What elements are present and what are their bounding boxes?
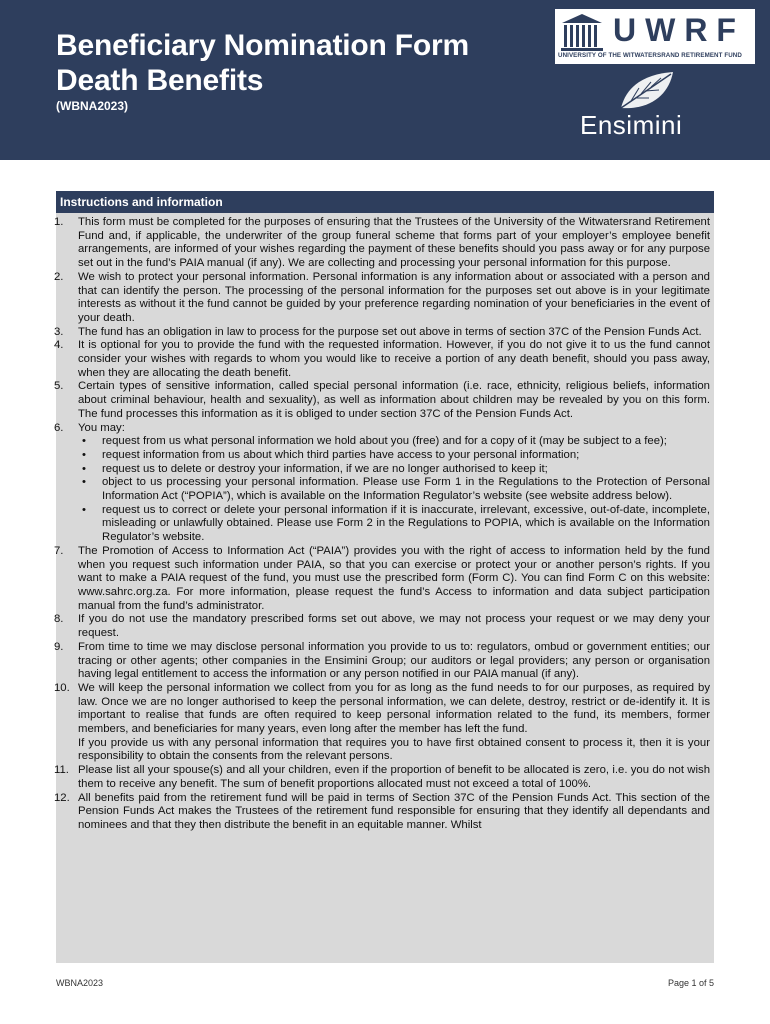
item-text: Please list all your spouse(s) and all your children, even if the proportion of benefit to be allocated is zero, i.e. you do not wish them to receive any benefit. The sum of benefit proportions allocated must not exceed a total of 100%. — [78, 764, 710, 790]
list-item — [54, 216, 710, 271]
item-text: The Promotion of Access to Information Act (“PAIA”) provides you with the right of access to information held by the fund when you request such information under PAIA, so that you can exercise or protect your or another person’s rights. If you want to make a PAIA request of the fund, you must use the prescribed form (Form C). You can find Form C on this website: www.sahrc.org.za. For more information, please request the fund’s Access to information and data subject participation manual from the fund’s administrator. — [78, 544, 710, 612]
item-number: 8. — [54, 613, 64, 626]
title-line-2: Death Benefits — [56, 64, 264, 97]
bullet-text: object to us processing your personal information. Please use Form 1 in the Regulations to the Protection of Personal Information Act (“POPIA”), which is available on the Information Regulator’s website (see website address below). — [102, 476, 710, 503]
bullet-item — [78, 435, 710, 449]
bullet-text: request us to correct or delete your personal information if it is inaccurate, irrelevant, excessive, out-of-date, incomplete, misleading or unlawfully obtained. Please use Form 2 in the Regulations to POPIA, which is available on the Information Regulator’s website. — [102, 503, 710, 544]
instructions-list — [54, 216, 710, 833]
item-text: If you do not use the mandatory prescribed forms set out above, we may not process your request or we may deny your request. — [78, 613, 710, 640]
item-text: Certain types of sensitive information, called special personal information (i.e. race, ethnicity, religious beliefs, information about criminal behaviour, health and sexuality), as well as information about children may be revealed by you on this form. The fund processes this information as it is obliged to under section 37C of the Pension Funds Act. — [78, 380, 710, 420]
footer-form-code: WBNA2023 — [56, 978, 104, 988]
bullet-item — [78, 504, 710, 545]
list-item — [54, 421, 710, 545]
list-item — [54, 270, 710, 326]
list-item — [54, 325, 710, 340]
page-title — [56, 28, 469, 98]
item-text: You may: — [78, 421, 125, 434]
bullet-icon: • — [82, 476, 86, 489]
bullet-icon: • — [82, 435, 86, 448]
bullet-item — [78, 449, 710, 463]
page-number: Page 1 of 5 — [667, 978, 714, 988]
item-number: 11. — [54, 764, 69, 777]
bullet-icon: • — [82, 462, 86, 475]
section-heading: Instructions and information — [56, 191, 714, 213]
item-number: 5. — [54, 380, 64, 393]
list-item — [54, 339, 710, 380]
title-line-1: Beneficiary Nomination Form — [56, 29, 470, 62]
item-text: We will keep the personal information we collect from you for as long as the fund needs to for our purposes, as required by law. Once we are no longer authorised to keep the personal information, we can delete, destroy, restrict or de-identify it. It is important to realise that funds are often required to keep personal information related to the fund, its members, former members, and beneficiaries for many years, even long after the member has left the fund. — [78, 681, 710, 736]
list-item — [54, 791, 710, 833]
list-item — [54, 681, 710, 764]
item-number: 4. — [54, 339, 64, 352]
uwrf-subtitle: UNIVERSITY OF THE WITWATERSRAND RETIREMENT FUND — [558, 52, 742, 59]
list-item — [54, 613, 710, 640]
item-text: From time to time we may disclose personal information you provide to us to: regulators, ombud or government entities; our tracing or other agents; other companies in the Ensimini Group; our auditors or legal providers; any person or organisation having legal entitlement to access the information or any person notified in our PAIA manual (if any). — [78, 640, 710, 681]
item-number: 2. — [54, 270, 64, 283]
list-item — [54, 764, 710, 791]
bullet-item — [78, 463, 710, 477]
list-item — [54, 640, 710, 682]
bullet-icon: • — [82, 448, 86, 461]
instructions-section — [56, 191, 714, 963]
item-number: 9. — [54, 640, 64, 653]
item-text: All benefits paid from the retirement fund will be paid in terms of Section 37C of the Pension Funds Act. This section of the Pension Funds Act makes the Trustees of the retirement fund responsible for ensuring that they identify all dependants and nominees and that they then distribute the benefit in an equitable manner. Whilst — [78, 791, 710, 831]
item-number: 6. — [54, 421, 64, 434]
list-item — [54, 380, 710, 421]
item-text: The fund has an obligation in law to process for the purpose set out above in terms of section 37C of the Pension Funds Act. — [78, 325, 702, 338]
rights-bullet-list — [78, 435, 710, 545]
uwrf-logo — [555, 9, 755, 64]
bullet-text: request information from us about which third parties have access to your personal information; — [102, 448, 580, 461]
item-text: We wish to protect your personal information. Personal information is any information about or associated with a person and that can identify the person. The processing of the personal information for the purposes set out above is in your legitimate interests as without it the fund cannot be guided by your preference regarding nomination of your beneficiaries in the event of your death. — [78, 270, 710, 324]
item-text: This form must be completed for the purposes of ensuring that the Trustees of the University of the Witwatersrand Retirement Fund and, if applicable, the underwriter of the group funeral scheme that forms part of your employer’s employee benefit arrangements, are informed of your wishes regarding the payment of these benefits should you pass away or for any purpose set out in the fund’s PAIA manual (if any). We are collecting and processing your personal information for this purpose. — [78, 216, 710, 270]
item-text-continued: If you provide us with any personal information that requires you to have first obtained consent to process it, then it is your responsibility to obtain the consents from the relevant persons. — [78, 736, 710, 763]
item-number: 7. — [54, 544, 64, 557]
item-number: 12. — [54, 791, 70, 804]
uwrf-acronym: UWRF — [613, 12, 745, 48]
bullet-text: request us to delete or destroy your information, if we are no longer authorised to keep it; — [102, 462, 548, 475]
header-banner — [0, 0, 770, 160]
building-columns-icon — [560, 13, 604, 53]
form-code: (WBNA2023) — [56, 99, 129, 113]
item-number: 3. — [54, 325, 64, 338]
bullet-icon: • — [82, 503, 86, 516]
leaf-logo-icon — [617, 70, 675, 112]
bullet-item — [78, 476, 710, 503]
item-text: It is optional for you to provide the fund with the requested information. However, if you do not give it to us the fund cannot consider your wishes with regards to whom you would like to receive a portion of any death benefit, should you pass away, when they are allocating the death benefit. — [78, 339, 710, 379]
list-item — [54, 544, 710, 614]
item-number: 10. — [54, 681, 70, 694]
bullet-text: request from us what personal information we hold about you (free) and for a copy of it (may be subject to a fee); — [102, 435, 667, 448]
item-number: 1. — [54, 216, 64, 228]
brand-name: Ensimini — [580, 110, 683, 140]
